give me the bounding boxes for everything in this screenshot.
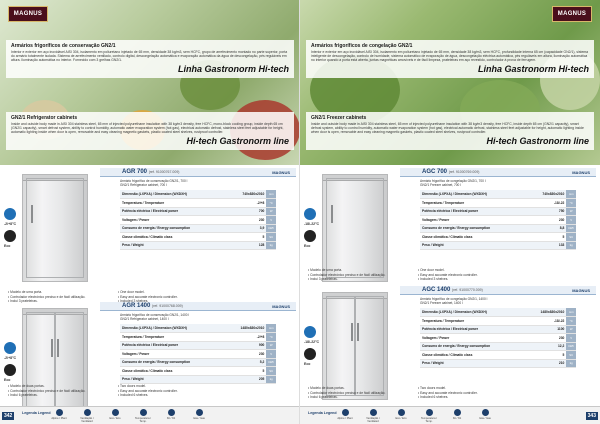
spec-key: Peso / Weight	[420, 241, 540, 250]
section-en	[6, 112, 294, 150]
list-item: • Inclui 3 prateleiras.	[8, 299, 118, 304]
spec-unit: V	[566, 216, 576, 225]
legend-item	[160, 409, 182, 423]
spec-value: -18/-22	[539, 317, 567, 326]
thermometer-icon	[304, 326, 316, 338]
spec-key: Dimensão (LXPXA) / Dimension (WXDXH)	[420, 190, 540, 199]
section-pt	[6, 40, 294, 78]
section-en	[306, 112, 594, 150]
model-brand: MAGNUS	[272, 304, 290, 309]
spec-key: Potência eléctrica / Electrical power	[420, 207, 540, 216]
list-item: • Easy and accurate electronic controller.	[118, 295, 228, 300]
spec-unit: SC	[266, 233, 276, 242]
section-pt-title: Armários frigoríficos de conservação GN2/1	[11, 43, 116, 49]
spec-key: Classe climática / Climatic class	[120, 233, 240, 242]
spec-value: 230	[239, 350, 267, 359]
spec-key: Voltagem / Power	[420, 216, 540, 225]
spec-key: Temperatura / Temperature	[120, 199, 240, 208]
kit-icon	[168, 409, 175, 416]
spec-unit: SC	[566, 351, 576, 360]
legend-item	[446, 409, 468, 423]
kit-icon	[454, 409, 461, 416]
list-item: • One door model.	[118, 290, 228, 295]
legend-item-label: Kit / Kit	[452, 417, 462, 420]
spec-unit: kWh	[266, 224, 276, 233]
page-footer	[0, 406, 300, 424]
spec-unit: kg	[566, 241, 576, 250]
product-desc: Armário frigorífico de congelação GN2/1, 1400 l GN2/1 Freezer cabinet, 1400 l	[420, 297, 488, 305]
spec-key: Classe climática / Climatic class	[120, 367, 239, 376]
legend-item	[418, 409, 440, 423]
spec-value: 900	[239, 341, 267, 350]
list-item: • Two doors model.	[418, 386, 528, 391]
table-row	[120, 190, 276, 199]
model-code: AGR 700 (ref. 91000767.009)	[122, 169, 180, 175]
thermometer-icon	[140, 409, 147, 416]
section-pt	[306, 40, 594, 78]
product-bullets	[308, 268, 598, 282]
table-row	[120, 199, 276, 208]
spec-unit: V	[266, 350, 276, 359]
list-item: • Two doors model.	[118, 384, 228, 389]
table-row	[420, 224, 576, 233]
spec-key: Dimensão (LXPXA) / Dimension (WXDXH)	[120, 190, 240, 199]
spec-unit: W	[566, 207, 576, 216]
gas-icon	[196, 409, 203, 416]
spec-key: Voltagem / Power	[120, 216, 240, 225]
model-bar	[100, 168, 296, 177]
spec-unit: °C	[566, 317, 576, 326]
spec-value: 210	[539, 359, 567, 368]
model-brand: MAGNUS	[272, 170, 290, 175]
section-pt-line: Linha Gastronorm Hi-tech	[477, 64, 589, 75]
table-row	[420, 241, 576, 250]
spec-unit: °C	[566, 199, 576, 208]
spec-value: 128	[240, 241, 266, 250]
section-en-line: Hi-tech Gastronorm line	[186, 136, 289, 147]
spec-value: 5	[240, 233, 266, 242]
spec-value: 740x830x2010	[240, 190, 266, 199]
list-item: • Included 6 shelves.	[118, 393, 228, 398]
eco-icon	[398, 409, 405, 416]
fan-icon	[370, 409, 377, 416]
spec-value: 230	[540, 216, 566, 225]
legend-item	[474, 409, 496, 423]
leaf-icon	[342, 409, 349, 416]
spec-value: 5	[540, 233, 566, 242]
list-item: • Inclui 6 prateleiras.	[308, 395, 418, 400]
legend-item	[334, 409, 356, 423]
eco-label: Eco	[304, 362, 311, 366]
brand-logo: MAGNUS	[8, 6, 48, 22]
list-item: • Controlador electrónico preciso e de fácil utilização.	[8, 295, 118, 300]
spec-key: Temperatura / Temperature	[420, 317, 539, 326]
spec-value: 700	[240, 207, 266, 216]
temp-label: -18/-22°C	[304, 340, 320, 344]
section-pt-title: Armários frigoríficos de congelação GN2/1	[311, 43, 413, 49]
spec-unit: kg	[566, 359, 576, 368]
list-item: • Easy and accurate electronic controller.	[418, 273, 528, 278]
spec-key: Consumo de energia / Energy consumption	[120, 358, 239, 367]
table-row	[120, 375, 276, 384]
model-bar	[400, 286, 596, 295]
model-brand: MAGNUS	[572, 288, 590, 293]
table-row	[120, 241, 276, 250]
gas-icon	[482, 409, 489, 416]
product-bullets	[308, 386, 598, 400]
product-photo	[322, 292, 388, 400]
product-desc: Armário frigorífico de conservação GN2/1, 1400 l GN2/1 Refrigerator cabinet, 1400 l	[120, 313, 190, 321]
page-number: 342	[4, 413, 13, 419]
eco-icon	[4, 230, 16, 242]
model-bar	[400, 168, 596, 177]
table-row	[420, 359, 576, 368]
spec-unit: mm	[566, 308, 576, 317]
section-en-title: GN2/1 Refrigerator cabinets	[11, 115, 78, 121]
list-item: • Inclui 6 prateleiras.	[8, 393, 118, 398]
spec-unit: kWh	[566, 224, 576, 233]
table-row	[120, 333, 276, 342]
table-row	[420, 207, 576, 216]
table-row	[120, 358, 276, 367]
spec-key: Peso / Weight	[120, 375, 239, 384]
model-code: AGC 1400 (ref. 91000770.009)	[422, 287, 483, 293]
spec-value: 740x830x2010	[540, 190, 566, 199]
table-row	[420, 334, 576, 343]
product-bullets	[8, 384, 298, 398]
spec-key: Peso / Weight	[120, 241, 240, 250]
eco-icon	[304, 348, 316, 360]
model-bar	[100, 302, 296, 311]
spec-key: Peso / Weight	[420, 359, 539, 368]
legend-items	[334, 409, 496, 423]
legend-item-label: Ventilação / Ventilated	[80, 417, 94, 423]
table-row	[120, 367, 276, 376]
section-pt-body: Interior e exterior em aço inoxidável AISI 304, isolamento em poliuretano injetado de 65 mm, densidade 38 kg/m3, sem HCFC, profundidade interna 65 cm (capacidade GN2/1), sistema inteligente de descongelação, controlo de humidade, sistema automático de evaporação de água, descongelação eléctrica automática, pés reguláveis em altura, iluminação automática no interior quando a porta está aberta, juntas magnéticas amovíveis e de fácil limpeza, prateleiras em aço revestido, controlador à prova de ferrugem.	[311, 50, 589, 63]
legend-item-label: Alpine / Plant	[337, 417, 353, 420]
spec-unit: kg	[266, 375, 276, 384]
spec-value: 5,2	[239, 358, 267, 367]
eco-icon	[304, 230, 316, 242]
spec-value: 230	[539, 334, 567, 343]
product-desc: Armário frigorífico de conservação GN2/1, 700 l GN2/1 Refrigerator cabinet, 700 l	[120, 179, 188, 187]
spec-value: 750	[540, 207, 566, 216]
temp-label: -2/+8°C	[4, 356, 17, 360]
spec-unit: SC	[266, 367, 276, 376]
spec-key: Dimensão (LXPXA) / Dimension (WXDXH)	[420, 308, 539, 317]
spec-key: Dimensão (LXPXA) / Dimension (WXDXH)	[120, 324, 239, 333]
eco-label: Eco	[304, 244, 311, 248]
spec-key: Voltagem / Power	[120, 350, 239, 359]
table-row	[120, 350, 276, 359]
legend-item-label: Temperatura / Temp.	[134, 417, 151, 423]
page-footer	[300, 406, 600, 424]
spec-key: Classe climática / Climatic class	[420, 233, 540, 242]
spec-table	[420, 308, 576, 368]
list-item: • One door model.	[418, 268, 528, 273]
list-item: • Easy and accurate electronic controller.	[118, 389, 228, 394]
spec-value: -2/+8	[240, 199, 266, 208]
spec-table	[120, 190, 276, 250]
section-en-title: GN2/1 Freezer cabinets	[311, 115, 367, 121]
spec-unit: mm	[266, 324, 276, 333]
spec-unit: kg	[266, 241, 276, 250]
table-row	[120, 216, 276, 225]
list-item: • Controlador electrónico preciso e de fácil utilização.	[308, 273, 418, 278]
spec-key: Consumo de energia / Energy consumption	[420, 224, 540, 233]
spec-key: Consumo de energia / Energy consumption	[420, 342, 539, 351]
product-photo	[22, 174, 88, 282]
section-en-line: Hi-tech Gastronorm line	[486, 136, 589, 147]
spec-value: 230	[240, 216, 266, 225]
table-row	[420, 216, 576, 225]
spec-unit: V	[266, 216, 276, 225]
thermometer-icon	[4, 208, 16, 220]
spec-value: 5	[239, 367, 267, 376]
spec-key: Classe climática / Climatic class	[420, 351, 539, 360]
spec-value: 1480x830x2010	[239, 324, 267, 333]
eco-icon	[112, 409, 119, 416]
spec-unit: mm	[266, 190, 276, 199]
spec-unit: kWh	[266, 358, 276, 367]
section-en-body: Inside and outside body made in AISI 304 stainless steel, 65 mm of injected polyurethane insulation with 38 kg/m3 density, free HCFC, mono-block cooling group, inside depth 65 cm (GN2/1 capacity), smart defrost system, ability to control humidity, automatic water evaporation system (hot gas), electrical automatic defrost, stainless steel feet adjustable for height, automatic lighting inside when door is open, removable and easy cleaning magnetic gaskets, plastic coated steel shelves, rustproof controller.	[11, 122, 284, 135]
table-row	[120, 207, 276, 216]
spec-value: 5	[539, 351, 567, 360]
brand-logo: MAGNUS	[552, 6, 592, 22]
section-en-body: Inside and outside body made in AISI 304 stainless steel, 65 mm of injected polyurethane insulation with 38 kg/m3 density, free HCFC, inside depth 65 cm (GN2/1 capacity), smart defrost system, ability to control humidity, automatic water evaporation system (hot gas), electrical automatic defrost, stainless steel feet adjustable for height, automatic lighting inside when door is open, removable and easy cleaning magnetic gaskets, plastic coated steel shelves, rustproof controller.	[311, 122, 584, 135]
spec-value: 1480x830x2010	[539, 308, 567, 317]
table-row	[120, 324, 276, 333]
table-row	[420, 325, 576, 334]
list-item: • Modelo de uma porta.	[8, 290, 118, 295]
table-row	[120, 224, 276, 233]
legend-item	[76, 409, 98, 423]
legend-label: Legenda Legend	[22, 411, 51, 415]
spec-key: Consumo de energia / Energy consumption	[120, 224, 240, 233]
table-row	[420, 351, 576, 360]
spec-key: Potência eléctrica / Electrical power	[420, 325, 539, 334]
page-number: 343	[587, 413, 596, 419]
table-row	[420, 199, 576, 208]
list-item: • Included 6 shelves.	[418, 395, 528, 400]
legend-item-label: Eco / Eco	[109, 417, 121, 420]
legend-item	[390, 409, 412, 423]
legend-item	[48, 409, 70, 423]
legend-item-label: Kit / Kit	[166, 417, 176, 420]
table-row	[420, 317, 576, 326]
legend-item	[188, 409, 210, 423]
legend-item-label: Ventilação / Ventilated	[366, 417, 380, 423]
legend-label: Legenda Legend	[308, 411, 337, 415]
leaf-icon	[56, 409, 63, 416]
legend-item	[362, 409, 384, 423]
list-item: • Modelo de duas portas.	[308, 386, 418, 391]
spec-key: Voltagem / Power	[420, 334, 539, 343]
thermometer-icon	[304, 208, 316, 220]
model-code: AGR 1400 (ref. 91000768.009)	[122, 303, 183, 309]
table-row	[420, 233, 576, 242]
spec-table	[120, 324, 276, 384]
list-item: • Included 3 shelves.	[418, 277, 528, 282]
list-item: • Controlador electrónico preciso e de fácil utilização.	[308, 391, 418, 396]
thermometer-icon	[4, 342, 16, 354]
product-block	[0, 302, 300, 420]
spec-value: 1100	[539, 325, 567, 334]
fan-icon	[84, 409, 91, 416]
spec-key: Temperatura / Temperature	[420, 199, 540, 208]
spec-value: 205	[239, 375, 267, 384]
spec-value: -18/-22	[540, 199, 566, 208]
product-desc: Armário frigorífico de congelação GN2/1, 700 l GN2/1 Freezer cabinet, 700 l	[420, 179, 486, 187]
spec-unit: V	[566, 334, 576, 343]
temp-label: -2/+8°C	[4, 222, 17, 226]
thermometer-icon	[426, 409, 433, 416]
spec-value: -2/+8	[239, 333, 267, 342]
spec-unit: mm	[566, 190, 576, 199]
eco-label: Eco	[4, 378, 11, 382]
legend-item-label: Alpine / Plant	[51, 417, 67, 420]
spec-key: Temperatura / Temperature	[120, 333, 239, 342]
section-pt-line: Linha Gastronorm Hi-tech	[177, 64, 289, 75]
spec-value: 12,2	[539, 342, 567, 351]
table-row	[420, 342, 576, 351]
spec-unit: °C	[266, 333, 276, 342]
legend-item-label: Gás / Gas	[193, 417, 205, 420]
spec-unit: W	[566, 325, 576, 334]
model-brand: MAGNUS	[572, 170, 590, 175]
spec-key: Potência eléctrica / Electrical power	[120, 207, 240, 216]
list-item: • Easy and accurate electronic controller.	[418, 391, 528, 396]
spec-unit: kWh	[566, 342, 576, 351]
spec-table	[420, 190, 576, 250]
table-row	[420, 308, 576, 317]
spec-value: 8,8	[540, 224, 566, 233]
spec-unit: °C	[266, 199, 276, 208]
legend-item	[104, 409, 126, 423]
legend-item-label: Gás / Gas	[479, 417, 491, 420]
product-photo	[322, 174, 388, 282]
spec-unit: W	[266, 207, 276, 216]
spec-value: 3,9	[240, 224, 266, 233]
list-item: • Inclui 3 prateleiras.	[308, 277, 418, 282]
list-item: • Controlador electrónico preciso e de fácil utilização.	[8, 389, 118, 394]
product-block	[0, 168, 300, 286]
list-item: • Modelo de uma porta.	[308, 268, 418, 273]
table-row	[120, 341, 276, 350]
eco-label: Eco	[4, 244, 11, 248]
legend-item-label: Eco / Eco	[395, 417, 407, 420]
product-photo	[22, 308, 88, 416]
legend-item	[132, 409, 154, 423]
temp-label: -18/-22°C	[304, 222, 320, 226]
right-page	[300, 0, 600, 424]
spec-value: 133	[540, 241, 566, 250]
spec-key: Potência eléctrica / Electrical power	[120, 341, 239, 350]
table-row	[120, 233, 276, 242]
eco-icon	[4, 364, 16, 376]
legend-items	[48, 409, 210, 423]
legend-item-label: Temperatura / Temp.	[420, 417, 437, 423]
spec-unit: W	[266, 341, 276, 350]
table-row	[420, 190, 576, 199]
model-code: AGC 700 (ref. 91000769.009)	[422, 169, 480, 175]
spec-unit: SC	[566, 233, 576, 242]
section-pt-body: Interior e exterior em aço inoxidável AISI 304, isolamento em poliuretano injetado de 65 mm, densidade 38 kg/m3, sem HCFC, grupo de arrefecimento montado no parte superior, porta do armário totalmente isolada. Sistema de arrefecimento ventilado, controlo digital, descongelação automática e evaporação automática da água de descongelação, pés reguláveis em altura. Iluminação automática no interior. Fornecido com 3 grelhas GN2/1.	[11, 50, 288, 63]
list-item: • Modelo de duas portas.	[8, 384, 118, 389]
